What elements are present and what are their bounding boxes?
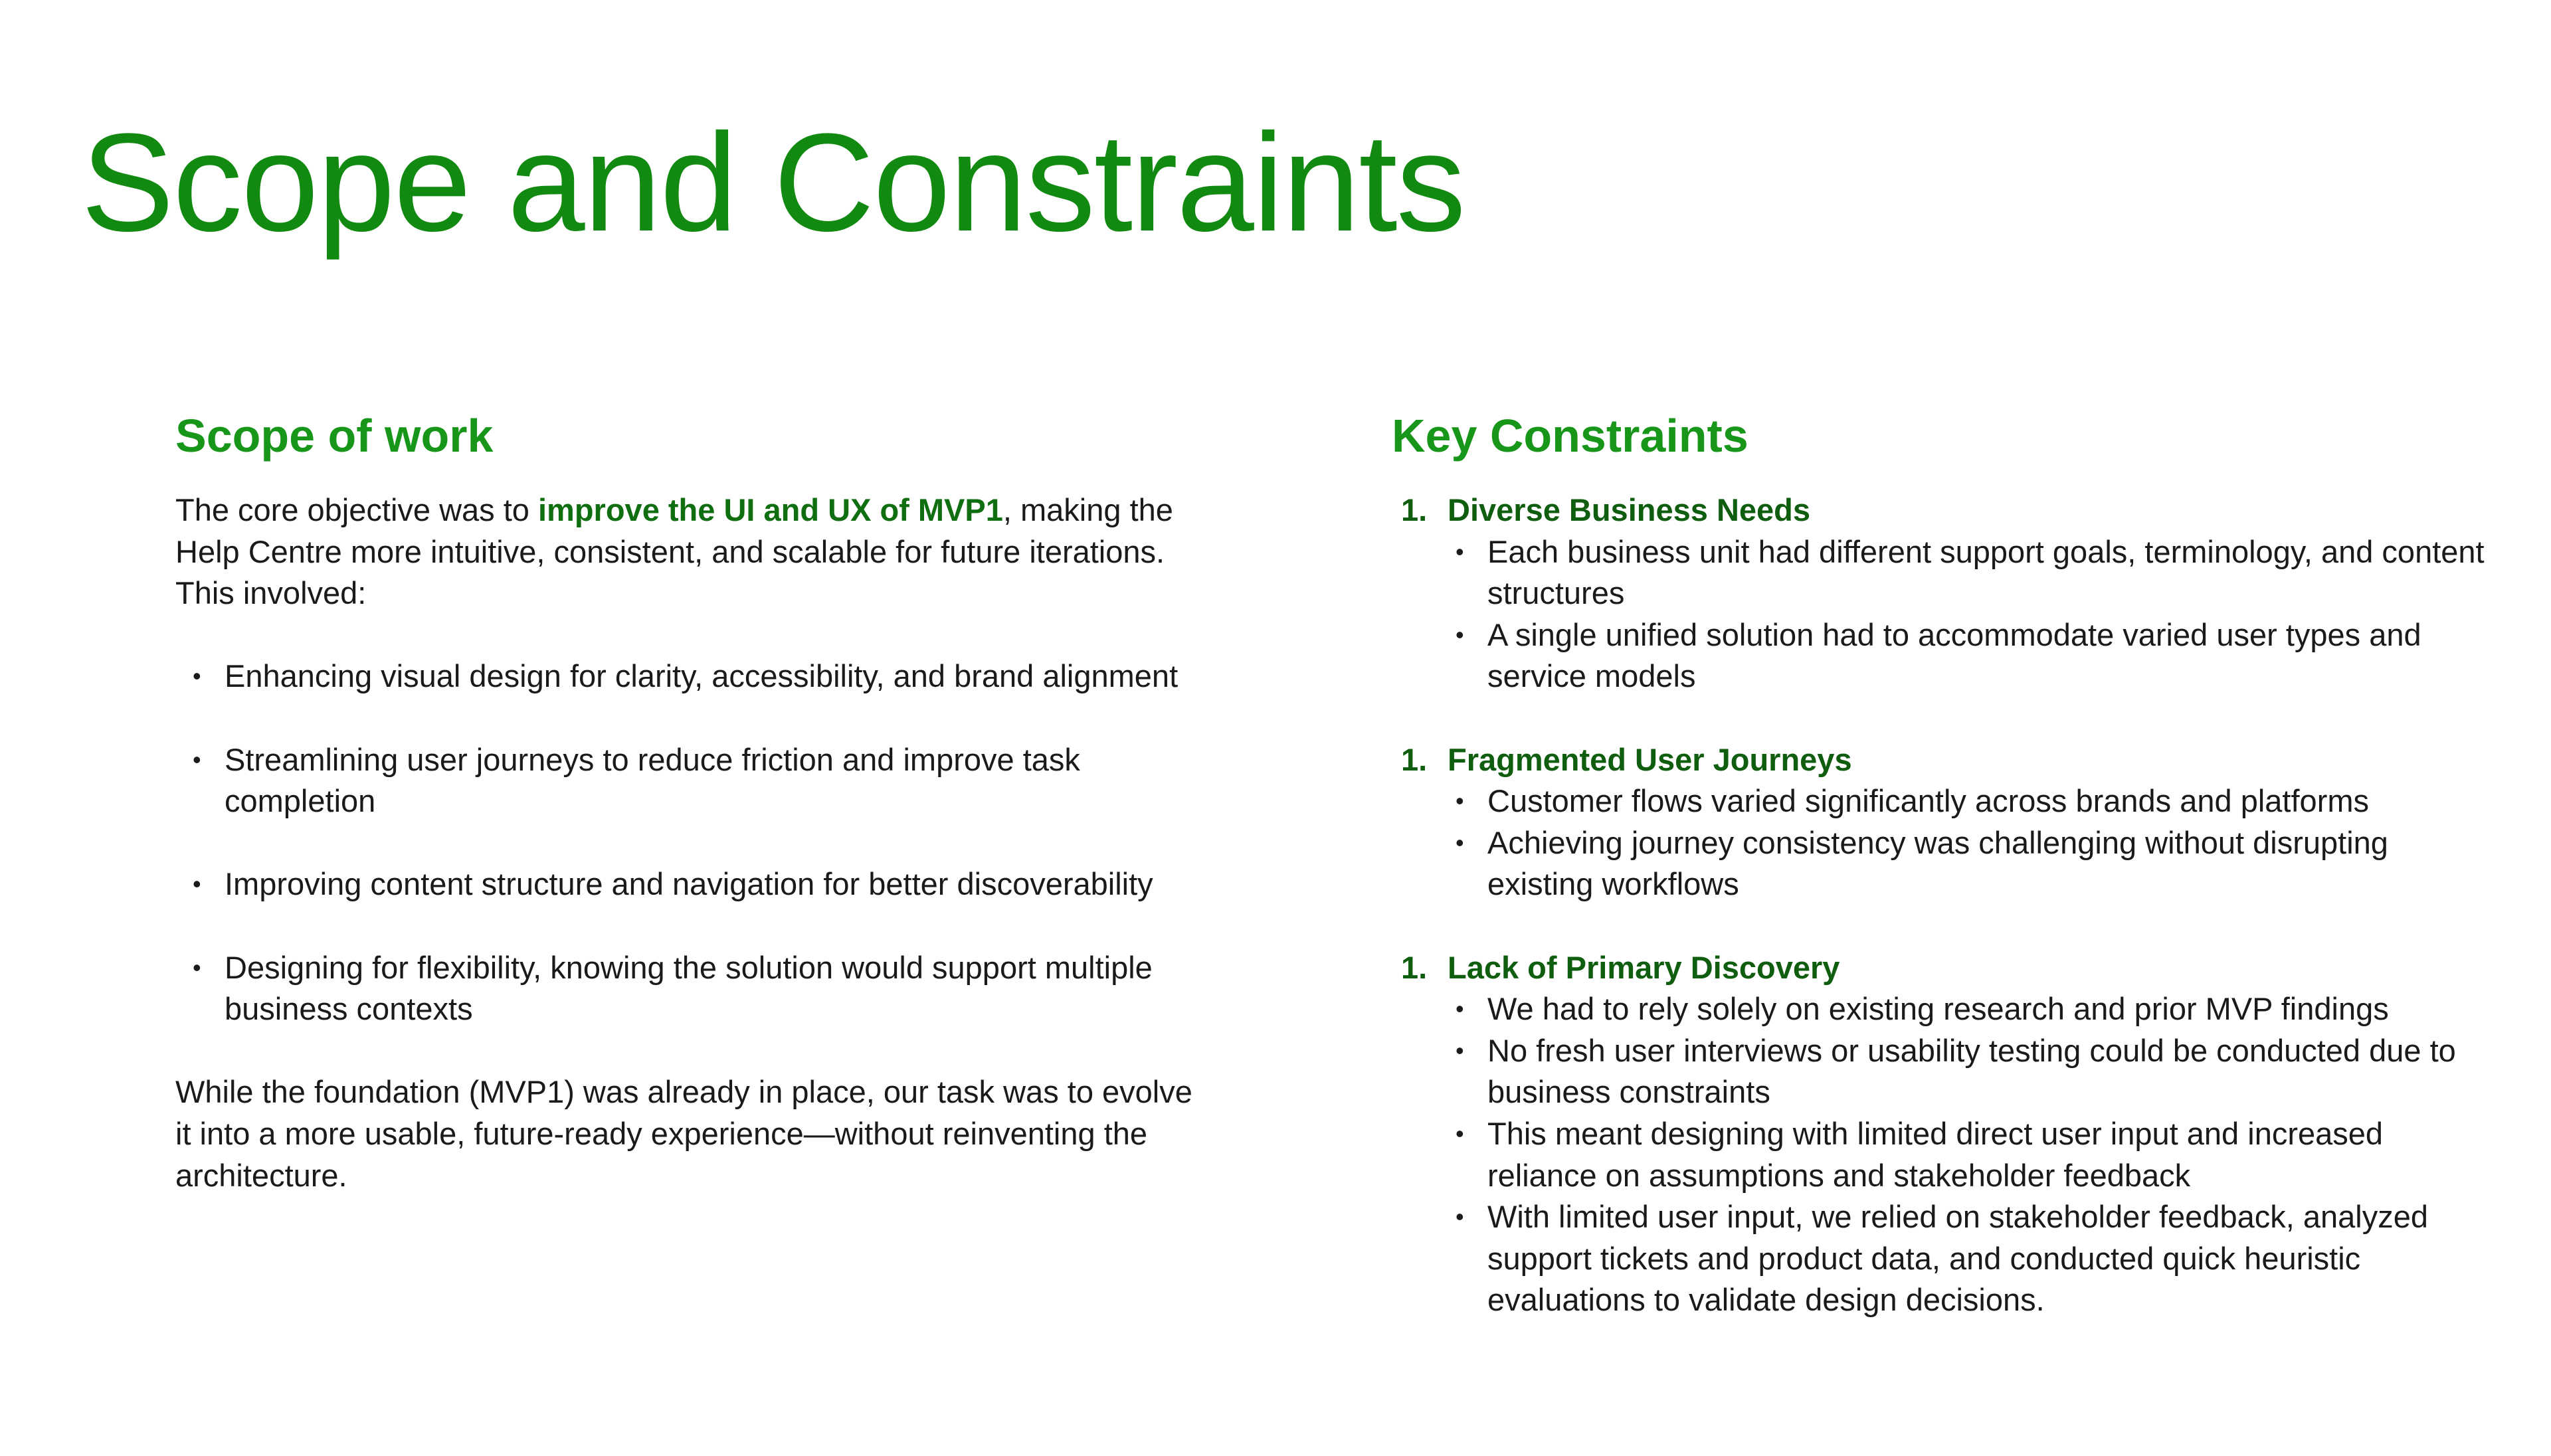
bullet-icon: • bbox=[193, 870, 201, 898]
constraint-bullet bbox=[1392, 822, 2495, 905]
scope-bullet bbox=[175, 656, 1212, 697]
scope-of-work-section bbox=[175, 410, 1212, 1196]
constraint-bullet-text: This meant designing with limited direct user input and increased reliance on assumptions and stakeholder feedback bbox=[1487, 1115, 2384, 1193]
constraint-bullet-text: With limited user input, we relied on stakeholder feedback, analyzed support tickets and product data, and conducted quick heuristic evaluations to validate design decisions. bbox=[1487, 1199, 2428, 1318]
spacer bbox=[1392, 697, 2495, 739]
scope-bullet-text: Designing for flexibility, knowing the solution would support multiple business contexts bbox=[225, 949, 1153, 1027]
constraint-bullet-text: A single unified solution had to accommodate varied user types and service models bbox=[1487, 616, 2421, 694]
scope-heading: Scope of work bbox=[175, 410, 494, 462]
constraints-body bbox=[1392, 490, 2495, 1321]
spacer bbox=[1392, 905, 2495, 947]
bullet-icon: • bbox=[1456, 995, 1464, 1023]
constraint-bullet bbox=[1392, 531, 2495, 614]
bullet-icon: • bbox=[193, 953, 201, 981]
scope-bullet-text: Streamlining user journeys to reduce friction and improve task completion bbox=[225, 741, 1080, 819]
scope-intro bbox=[175, 490, 1212, 614]
scope-intro-highlight: improve the UI and UX of MVP1 bbox=[538, 492, 1003, 527]
constraint-bullet-list bbox=[1392, 531, 2495, 697]
constraint-number: 1. bbox=[1401, 949, 1428, 985]
constraint-title bbox=[1392, 739, 2495, 781]
constraint-bullet-text: Customer flows varied significantly across brands and platforms bbox=[1487, 783, 2369, 819]
spacer bbox=[175, 1030, 1212, 1072]
constraint-item bbox=[1392, 739, 2495, 905]
constraint-bullet-text: We had to rely solely on existing research and prior MVP findings bbox=[1487, 991, 2389, 1027]
bullet-icon: • bbox=[1456, 1119, 1464, 1147]
constraint-title bbox=[1392, 490, 2495, 531]
scope-body bbox=[175, 490, 1212, 1196]
constraint-bullet bbox=[1392, 988, 2495, 1030]
scope-bullet bbox=[175, 864, 1212, 905]
key-constraints-section bbox=[1392, 410, 2495, 1321]
scope-bullet bbox=[175, 739, 1212, 822]
page-title: Scope and Constraints bbox=[81, 104, 1465, 260]
constraint-bullet bbox=[1392, 1030, 2495, 1113]
scope-bullet bbox=[175, 947, 1212, 1030]
constraint-title bbox=[1392, 947, 2495, 989]
bullet-icon: • bbox=[1456, 787, 1464, 815]
constraint-bullet-text: No fresh user interviews or usability testing could be conducted due to business constraints bbox=[1487, 1032, 2456, 1110]
scope-bullet-list bbox=[175, 656, 1212, 1030]
constraint-number: 1. bbox=[1401, 492, 1428, 527]
scope-intro-start: The core objective was to bbox=[175, 492, 538, 527]
bullet-icon: • bbox=[1456, 828, 1464, 856]
scope-bullet-text: Enhancing visual design for clarity, accessibility, and brand alignment bbox=[225, 658, 1179, 694]
constraint-bullet bbox=[1392, 1113, 2495, 1196]
scope-intro-end: , making the Help Centre more intuitive, consistent, and scalable for future iterations. This involved: bbox=[175, 492, 1173, 611]
constraint-bullet-list bbox=[1392, 988, 2495, 1321]
scope-bullet-text: Improving content structure and navigation for better discoverability bbox=[225, 866, 1153, 902]
bullet-icon: • bbox=[193, 662, 201, 690]
constraint-bullet bbox=[1392, 1196, 2495, 1321]
constraint-title-text: Lack of Primary Discovery bbox=[1448, 949, 1840, 985]
constraint-item bbox=[1392, 490, 2495, 697]
constraint-bullet-text: Each business unit had different support goals, terminology, and content structures bbox=[1487, 533, 2485, 611]
scope-closing: While the foundation (MVP1) was already in place, our task was to evolve it into a more usable, future-ready experience—without reinventing the architecture. bbox=[175, 1074, 1192, 1193]
constraint-title-text: Fragmented User Journeys bbox=[1448, 741, 1852, 777]
bullet-icon: • bbox=[1456, 537, 1464, 565]
constraint-title-text: Diverse Business Needs bbox=[1448, 492, 1811, 527]
constraint-item bbox=[1392, 947, 2495, 1321]
constraint-bullet bbox=[1392, 780, 2495, 822]
bullet-icon: • bbox=[1456, 1036, 1464, 1064]
constraint-number: 1. bbox=[1401, 741, 1428, 777]
constraint-bullet-text: Achieving journey consistency was challenging without disrupting existing workflows bbox=[1487, 824, 2388, 902]
bullet-icon: • bbox=[1456, 620, 1464, 648]
spacer bbox=[175, 614, 1212, 656]
constraints-heading: Key Constraints bbox=[1392, 410, 1748, 462]
bullet-icon: • bbox=[193, 745, 201, 773]
constraint-bullet bbox=[1392, 614, 2495, 697]
bullet-icon: • bbox=[1456, 1203, 1464, 1231]
constraint-bullet-list bbox=[1392, 780, 2495, 905]
